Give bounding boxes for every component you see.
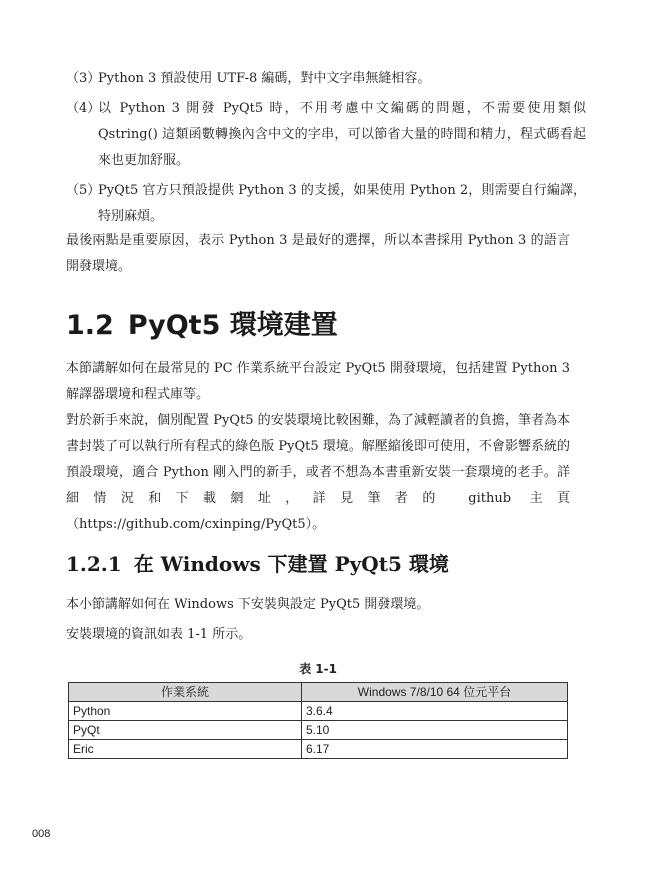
- section-paragraph-1: 本節講解如何在最常見的 PC 作業系統平台設定 PyQt5 開發環境，包括建置 Python 3 解譯器環境和程式庫等。: [66, 361, 570, 402]
- table-header-cell: 作業系統: [69, 683, 302, 702]
- subsection-heading: [66, 548, 449, 580]
- table-row: [69, 702, 568, 721]
- table-cell: PyQt: [69, 721, 302, 740]
- section-title: PyQt5 環境建置: [127, 310, 338, 341]
- list-item: [66, 66, 586, 92]
- subsection-title: 在 Windows 下建置 PyQt5 環境: [133, 552, 449, 576]
- numbered-list: [66, 66, 586, 230]
- list-item-text: PyQt5 官方只預設提供 Python 3 的支援，如果使用 Python 2，則需要自行編譯，特別麻煩。: [98, 183, 586, 224]
- list-item-text: 以 Python 3 開發 PyQt5 時，不用考慮中文編碼的問題，不需要使用類似 Qstring() 這類函數轉換內含中文的字串，可以節省大量的時間和精力，程式碼看起來也更加舒服。: [98, 101, 586, 168]
- page-number: 008: [32, 828, 51, 840]
- list-item-text: Python 3 預設使用 UTF-8 編碼，對中文字串無縫相容。: [98, 71, 431, 86]
- table-caption: 表 1-1: [299, 662, 337, 676]
- table-cell: Eric: [69, 740, 302, 759]
- environment-table: [68, 682, 568, 759]
- list-item-number: （5）: [66, 183, 101, 198]
- section-number: 1.2: [66, 310, 114, 341]
- list-item: [66, 96, 586, 174]
- table-header-row: [69, 683, 568, 702]
- section-heading: [66, 306, 338, 346]
- list-item: [66, 178, 586, 230]
- table-header-cell: Windows 7/8/10 64 位元平台: [302, 683, 568, 702]
- table-cell: Python: [69, 702, 302, 721]
- table-row: [69, 740, 568, 759]
- list-item-number: （3）: [66, 71, 101, 86]
- section-paragraph-2: 對於新手來說，個別配置 PyQt5 的安裝環境比較困難，為了減輕讀者的負擔，筆者為本書封裝了可以執行所有程式的綠色版 PyQt5 環境。解壓縮後即可使用，不會影響系統的預設環境，適合 Python 剛入門的新手，或者不想為本書重新安裝一套環境的老手。詳細情況和下載網址，詳見筆者的 github 主頁（https://github.com/cxinping/PyQt5）。: [66, 413, 570, 532]
- table-cell: 6.17: [302, 740, 568, 759]
- table-cell: 3.6.4: [302, 702, 568, 721]
- table-cell: 5.10: [302, 721, 568, 740]
- subsection-paragraph-2: 安裝環境的資訊如表 1-1 所示。: [66, 627, 252, 642]
- subsection-number: 1.2.1: [66, 552, 122, 576]
- subsection-paragraph-1: 本小節講解如何在 Windows 下安裝與設定 PyQt5 開發環境。: [66, 597, 430, 612]
- list-item-number: （4）: [66, 101, 101, 116]
- intro-paragraph: 最後兩點是重要原因，表示 Python 3 是最好的選擇，所以本書採用 Python 3 的語言開發環境。: [66, 233, 570, 274]
- table-row: [69, 721, 568, 740]
